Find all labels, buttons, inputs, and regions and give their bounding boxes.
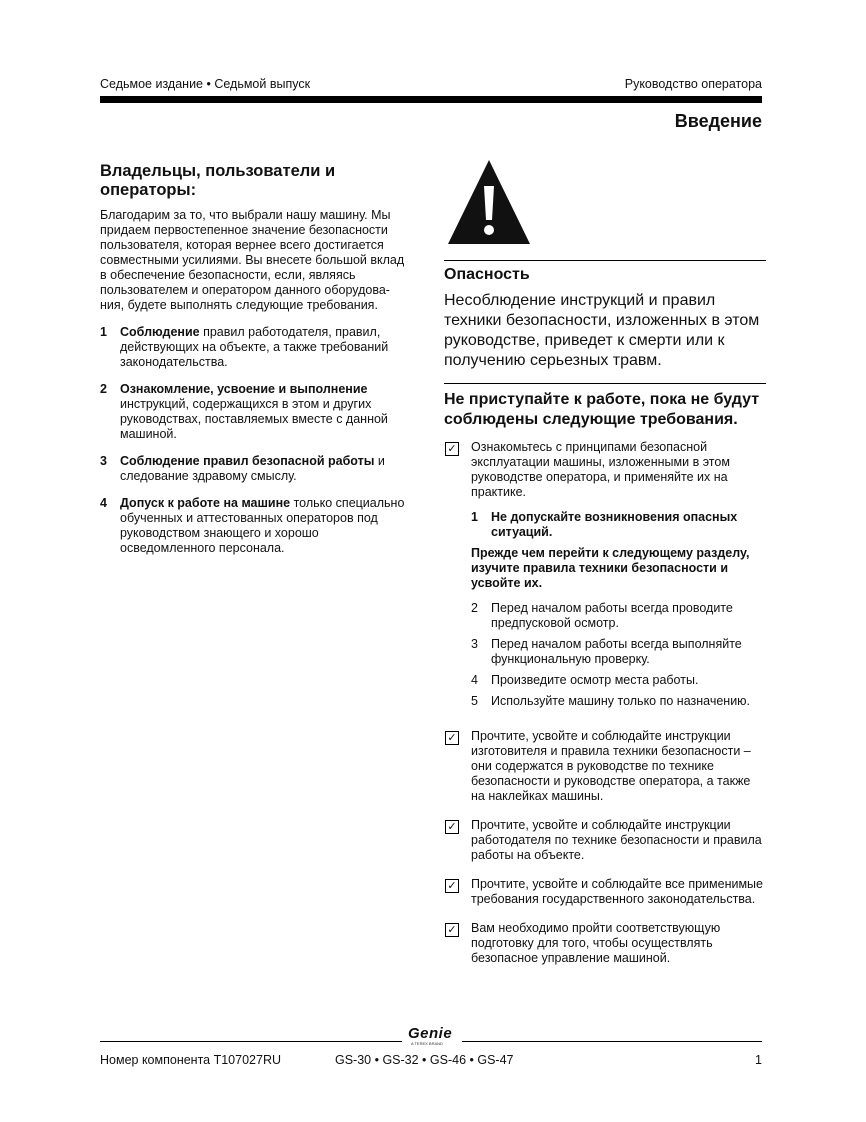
page-number: 1 (755, 1053, 762, 1067)
intro-paragraph: Благодарим за то, что выбрали нашу машину. Мы придаем первостепенное значение безопасности пользователя, которая вернее всего достигается совместными усилиями. Вы внесете большой вклад в обеспечение безопасности, если, являясь пользователем и оператором данного оборудова-ния, будете выполнять следующие требования. (100, 208, 405, 312)
list-item-bold: Допуск к работе на машине (120, 496, 291, 510)
sub-item-number: 2 (471, 601, 478, 615)
list-item (100, 325, 412, 370)
checkbox-icon: ✓ (445, 820, 459, 834)
checklist-item (444, 818, 766, 863)
warning-triangle-icon (446, 158, 532, 248)
left-column (100, 162, 412, 568)
danger-rule (444, 260, 766, 261)
checklist-item (444, 921, 766, 966)
list-item-number: 2 (100, 382, 107, 396)
checkbox-icon: ✓ (445, 879, 459, 893)
footer-models: GS-30 • GS-32 • GS-46 • GS-47 (335, 1053, 514, 1067)
checkbox-icon: ✓ (445, 923, 459, 937)
list-item-text: инструкций, содержащихся в этом и других руководствах, поставляемых вместе с данной машиной. (120, 397, 388, 441)
footer-rule-right (462, 1041, 762, 1042)
list-item-number: 4 (100, 496, 107, 510)
list-item-text: правил работодателя, правил, действующих на объекте, а также требований законодательства. (120, 325, 389, 369)
requirements-rule (444, 383, 766, 384)
checklist-text: Прочтите, усвойте и соблюдайте все применимые требования государственного законодательства. (471, 877, 763, 906)
checklist-text: Прочтите, усвойте и соблюдайте инструкции изготовителя и правила техники безопасности – они содержатся в руководстве по технике безопасности и руководстве оператора, а также на наклейках машины. (471, 729, 751, 803)
list-item-text: только специально обученных и аттестованных операторов под руководством знающего и хорошо осведомленного персонала. (120, 496, 405, 555)
sub-item-text: Используйте машину только по назначению. (491, 694, 751, 708)
sub-item-text: Произведите осмотр места работы. (491, 673, 699, 687)
sub-item (471, 637, 766, 667)
danger-title: Опасность (444, 266, 530, 283)
checkbox-icon: ✓ (445, 731, 459, 745)
checkbox-icon: ✓ (445, 442, 459, 456)
list-item-bold: Соблюдение правил безопасной работы (120, 454, 375, 468)
sub-item-number: 1 (471, 510, 478, 524)
header-rule (100, 96, 762, 103)
sub-item-text: Перед началом работы всегда выполняйте функциональную проверку. (491, 637, 742, 666)
sub-note: Прежде чем перейти к следующему разделу, изучите правила техники безопасности и усвойте их. (471, 546, 750, 590)
header-edition: Седьмое издание • Седьмой выпуск (100, 77, 311, 91)
list-item-number: 1 (100, 325, 107, 339)
sub-item-number: 4 (471, 673, 478, 687)
list-item (100, 454, 412, 484)
checklist-item (444, 877, 766, 907)
list-item (100, 496, 412, 556)
sub-item-number: 5 (471, 694, 478, 708)
sub-item (471, 601, 766, 631)
sub-item-text: Перед началом работы всегда проводите предпусковой осмотр. (491, 601, 733, 630)
genie-logo: Genie (408, 1025, 453, 1042)
list-item-text: и следование здравому смыслу. (120, 454, 385, 483)
sub-item (471, 510, 766, 540)
right-column (444, 158, 766, 980)
checklist-text: Ознакомьтесь с принципами безопасной эксплуатации машины, изложенными в этом руководстве оператора, и применяйте их на практике. (471, 440, 730, 499)
left-heading: Владельцы, пользователи и операторы: (100, 162, 336, 199)
checklist-item (444, 440, 766, 715)
section-title: Введение (674, 111, 762, 131)
list-item (100, 382, 412, 442)
checklist-text: Прочтите, усвойте и соблюдайте инструкции работодателя по технике безопасности и правила работы на объекте. (471, 818, 762, 862)
footer-part-number: Номер компонента T107027RU (100, 1053, 281, 1067)
list-item-number: 3 (100, 454, 107, 468)
sub-item (471, 694, 766, 709)
footer-rule-left (100, 1041, 402, 1042)
header-manual-title: Руководство оператора (624, 77, 762, 91)
danger-text: Несоблюдение инструкций и правил техники безопасности, изложенных в этом руководстве, приведет к смерти или к получению серьезных травм. (444, 292, 760, 369)
checklist-item (444, 729, 766, 804)
sub-item-number: 3 (471, 637, 478, 651)
sub-item (471, 673, 766, 688)
list-item-bold: Соблюдение (120, 325, 200, 339)
requirements-title: Не приступайте к работе, пока не будут соблюдены следующие требования. (444, 391, 760, 428)
logo-tagline: A TEREX BRAND (411, 1041, 443, 1046)
sub-item-text: Не допускайте возникновения опасных ситуаций. (491, 510, 738, 539)
checklist-text: Вам необходимо пройти соответствующую подготовку для того, чтобы осуществлять безопасное управление машиной. (471, 921, 721, 965)
list-item-bold: Ознакомление, усвоение и выполнение (120, 382, 368, 396)
